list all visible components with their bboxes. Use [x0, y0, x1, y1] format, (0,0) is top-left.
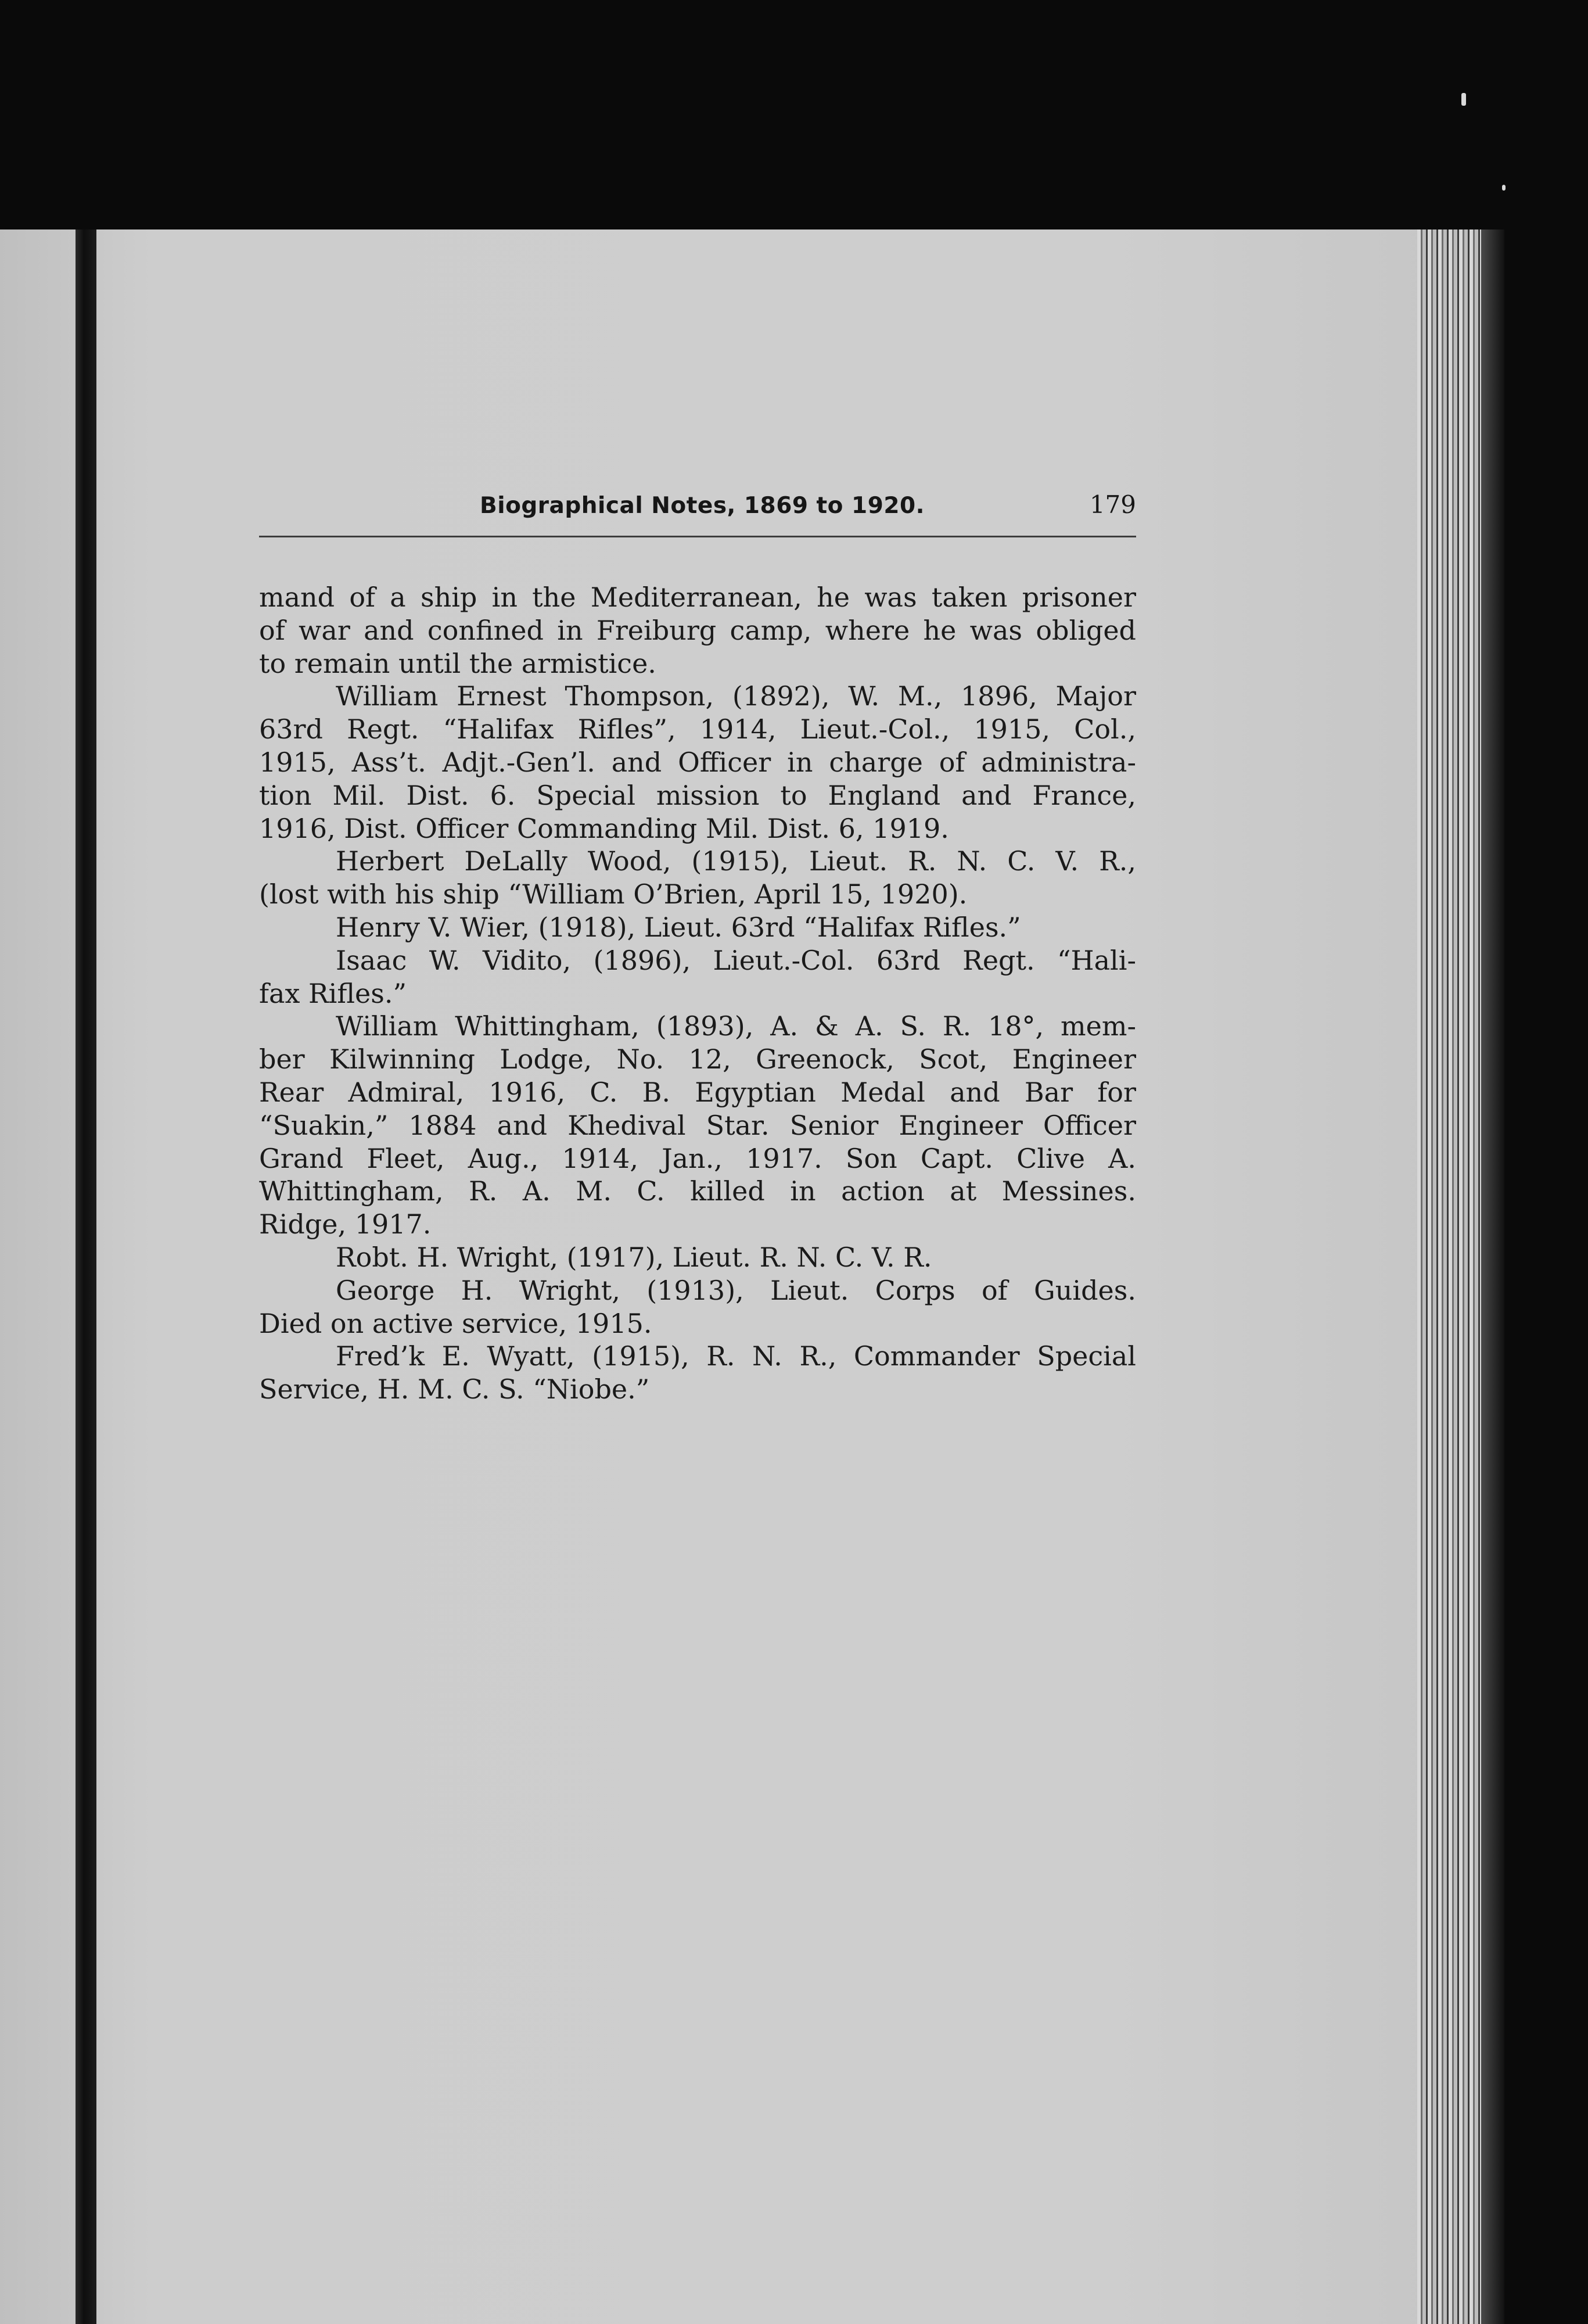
dust-speck [1461, 93, 1466, 106]
text-line: 1915, Ass’t. Adjt.-Gen’l. and Officer in charge of administra- [259, 746, 1136, 778]
text-line: tion Mil. Dist. 6. Special mission to England and France, [259, 779, 1136, 811]
text-line: William Whittingham, (1893), A. & A. S. R. 18°, mem- [336, 1010, 1136, 1042]
text-line: Died on active service, 1915. [259, 1307, 652, 1339]
text-line: Robt. H. Wright, (1917), Lieut. R. N. C. V. R. [336, 1241, 932, 1273]
text-line: mand of a ship in the Mediterranean, he was taken prisoner [259, 582, 1136, 613]
binding-gutter [76, 229, 96, 2324]
text-line: Isaac W. Vidito, (1896), Lieut.-Col. 63rd Regt. “Hali- [336, 944, 1136, 976]
text-line: Henry V. Wier, (1918), Lieut. 63rd “Halifax Rifles.” [336, 911, 1021, 943]
text-line: Rear Admiral, 1916, C. B. Egyptian Medal and Bar for [259, 1076, 1136, 1108]
running-head-title: Biographical Notes, 1869 to 1920. [480, 493, 925, 519]
body-text [259, 581, 1136, 1406]
page-number: 179 [1089, 490, 1136, 519]
text-line: to remain until the armistice. [259, 647, 656, 679]
text-line: Herbert DeLally Wood, (1915), Lieut. R. N. C. V. R., [336, 845, 1136, 877]
dust-speck [1502, 185, 1506, 191]
text-line: “Suakin,” 1884 and Khedival Star. Senior Engineer Officer [259, 1109, 1136, 1141]
text-line: ber Kilwinning Lodge, No. 12, Greenock, Scot, Engineer [259, 1043, 1136, 1075]
background-margin [1504, 0, 1588, 2324]
text-line: fax Rifles.” [259, 977, 407, 1009]
text-line: Ridge, 1917. [259, 1208, 432, 1240]
text-line: of war and confined in Freiburg camp, where he was obliged [259, 614, 1136, 646]
text-line: Whittingham, R. A. M. C. killed in action at Messines. [259, 1175, 1136, 1207]
text-line: George H. Wright, (1913), Lieut. Corps of Guides. [336, 1274, 1136, 1306]
header-rule [259, 536, 1136, 537]
text-line: Service, H. M. C. S. “Niobe.” [259, 1373, 650, 1405]
text-line: William Ernest Thompson, (1892), W. M., 1896, Major [336, 680, 1136, 712]
stacked-page-edges [1417, 229, 1504, 2324]
running-head [259, 490, 1136, 539]
text-line: (lost with his ship “William O’Brien, April 15, 1920). [259, 878, 968, 910]
text-line: Grand Fleet, Aug., 1914, Jan., 1917. Son Capt. Clive A. [259, 1142, 1136, 1174]
text-line: 1916, Dist. Officer Commanding Mil. Dist. 6, 1919. [259, 812, 949, 844]
text-line: Fred’k E. Wyatt, (1915), R. N. R., Commander Special [336, 1340, 1136, 1372]
text-line: 63rd Regt. “Halifax Rifles”, 1914, Lieut.-Col., 1915, Col., [259, 713, 1136, 745]
